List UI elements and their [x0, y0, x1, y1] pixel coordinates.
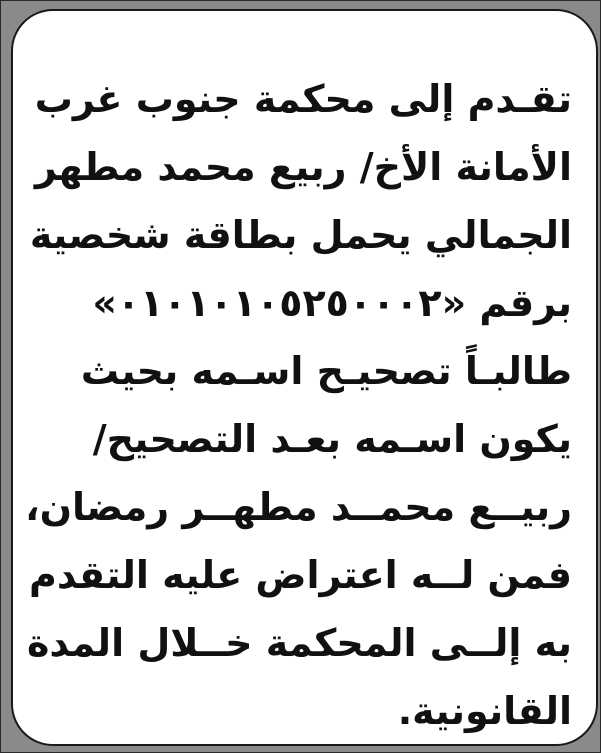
notice-line: الجمالي يحمل بطاقة شخصية	[29, 213, 572, 257]
notice-line: طالبـاً تصحيـح اسـمه بحيث	[80, 349, 572, 393]
notice-text	[25, 65, 572, 745]
legal-notice-card	[11, 9, 598, 746]
notice-line: برقم «٠١٠١٠١٠٥٢٥٠٠٠٢»	[92, 281, 572, 325]
notice-line: يكون اسـمه بعـد التصحيح/	[92, 417, 572, 461]
notice-line: ربيــع محمــد مطهــر رمضان،	[25, 485, 572, 529]
notice-line: تقـدم إلى محكمة جنوب غرب	[34, 77, 572, 121]
notice-line: القانونية.	[397, 689, 572, 733]
notice-line: فمن لــه اعتراض عليه التقدم	[28, 553, 572, 597]
notice-line: الأمانة الأخ/ ربيع محمد مطهر	[34, 145, 572, 189]
notice-line: به إلــى المحكمة خــلال المدة	[26, 621, 572, 665]
